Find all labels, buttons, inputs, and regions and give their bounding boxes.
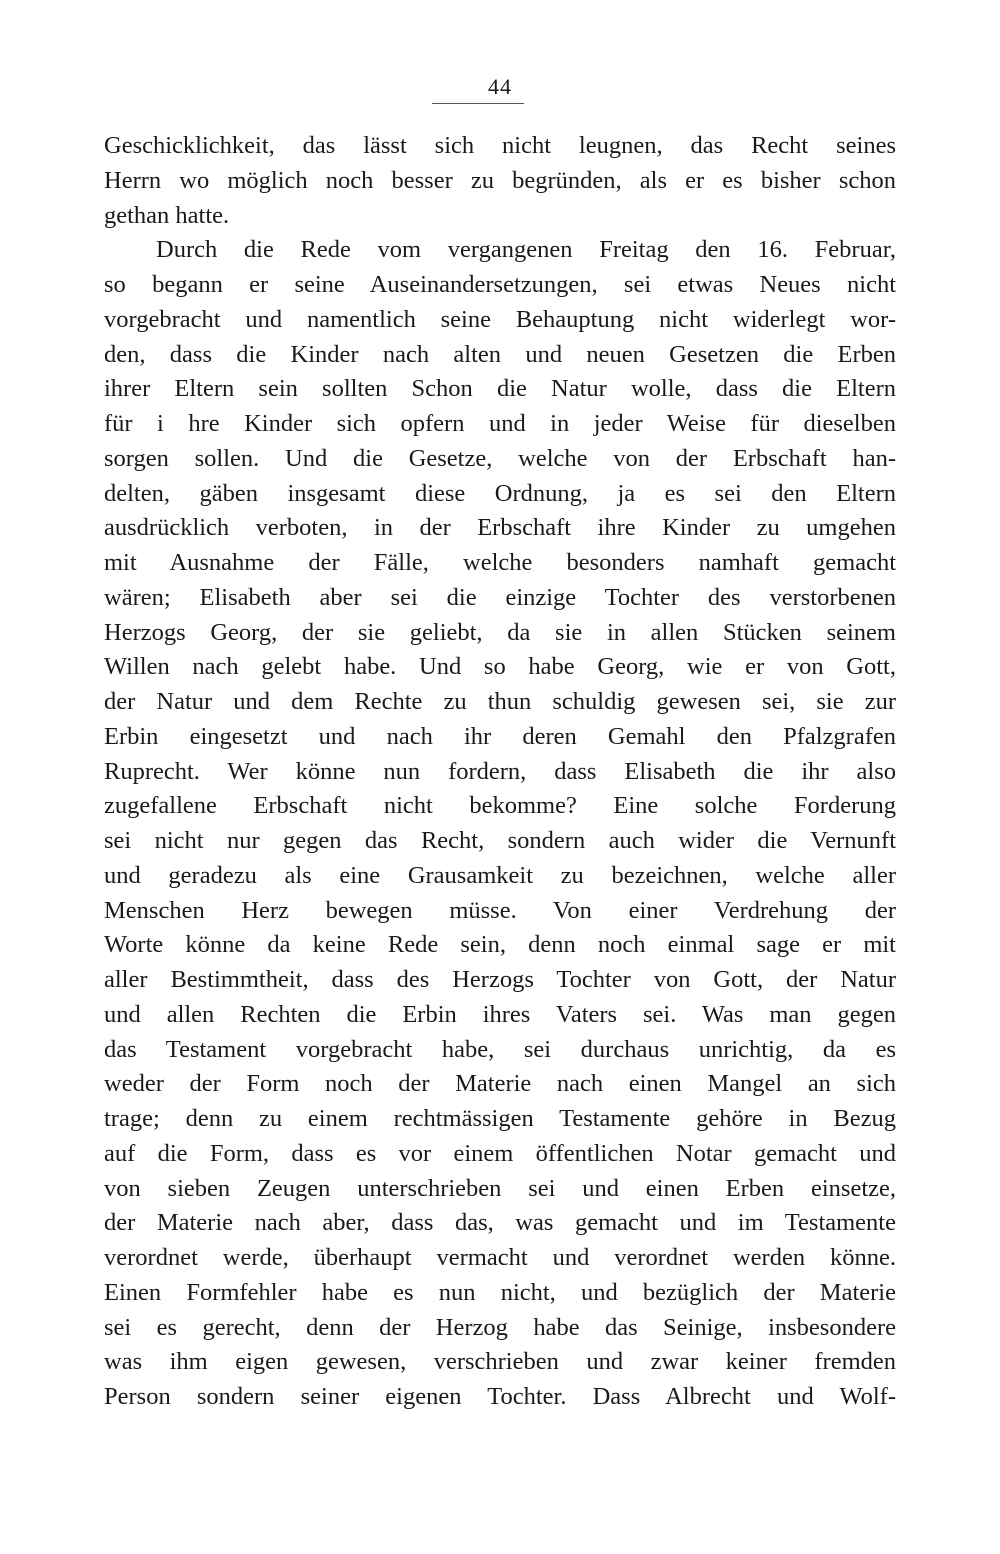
text-line: delten, gäben insgesamt diese Ordnung, ja es sei den Eltern [104, 479, 896, 507]
text-line: den, dass die Kinder nach alten und neuen Gesetzen die Erben [104, 340, 896, 368]
text-line: Durch die Rede vom vergangenen Freitag den 16. Februar, [156, 236, 896, 264]
text-line: zugefallene Erbschaft nicht bekomme? Eine solche Forderung [104, 792, 896, 820]
text-line: trage; denn zu einem rechtmässigen Testamente gehöre in Bezug [104, 1105, 896, 1132]
text-line: der Natur und dem Rechte zu thun schuldig gewesen sei, sie zur [104, 688, 896, 715]
text-line: Erbin eingesetzt und nach ihr deren Gemahl den Pfalzgrafen [104, 722, 896, 750]
text-line: weder der Form noch der Materie nach einen Mangel an sich [104, 1070, 896, 1098]
text-line: von sieben Zeugen unterschrieben sei und einen Erben einsetze, [104, 1174, 896, 1202]
text-line: Ruprecht. Wer könne nun fordern, dass Elisabeth die ihr also [104, 757, 896, 785]
text-line: ausdrücklich verboten, in der Erbschaft ihre Kinder zu umgehen [104, 514, 896, 542]
text-line: und geradezu als eine Grausamkeit zu bezeichnen, welche aller [104, 861, 896, 889]
text-line: sorgen sollen. Und die Gesetze, welche von der Erbschaft han- [104, 444, 896, 472]
text-line: das Testament vorgebracht habe, sei durchaus unrichtig, da es [104, 1035, 896, 1063]
text-line: sei es gerecht, denn der Herzog habe das Seinige, insbesondere [104, 1313, 896, 1341]
text-line: vorgebracht und namentlich seine Behauptung nicht widerlegt wor- [104, 305, 896, 333]
text-line: wären; Elisabeth aber sei die einzige Tochter des verstorbenen [104, 583, 896, 611]
header-rule [432, 103, 524, 104]
text-line: Person sondern seiner eigenen Tochter. Dass Albrecht und Wolf- [104, 1383, 896, 1410]
text-line: Herzogs Georg, der sie geliebt, da sie in allen Stücken seinem [104, 618, 896, 646]
text-line: so begann er seine Auseinandersetzungen, sei etwas Neues nicht [104, 271, 896, 298]
text-line: aller Bestimmtheit, dass des Herzogs Tochter von Gott, der Natur [104, 966, 896, 993]
text-line: der Materie nach aber, dass das, was gemacht und im Testamente [104, 1209, 896, 1237]
text-line: Menschen Herz bewegen müsse. Von einer Verdrehung der [104, 896, 896, 924]
page-number: 44 [488, 74, 512, 99]
body-text [104, 129, 896, 1415]
text-line: Willen nach gelebt habe. Und so habe Georg, wie er von Gott, [104, 653, 896, 681]
text-line: sei nicht nur gegen das Recht, sondern auch wider die Vernunft [104, 827, 896, 854]
text-line: Herrn wo möglich noch besser zu begründen, als er es bisher schon [104, 166, 896, 194]
text-line: Einen Formfehler habe es nun nicht, und bezüglich der Materie [104, 1278, 896, 1306]
text-line: mit Ausnahme der Fälle, welche besonders namhaft gemacht [104, 549, 896, 576]
text-line: verordnet werde, überhaupt vermacht und verordnet werden könne. [104, 1244, 896, 1271]
text-line: Geschicklichkeit, das lässt sich nicht leugnen, das Recht seines [104, 132, 896, 159]
text-line: was ihm eigen gewesen, verschrieben und zwar keiner fremden [104, 1348, 896, 1376]
text-line: gethan hatte. [104, 201, 230, 229]
text-line: für i hre Kinder sich opfern und in jeder Weise für dieselben [104, 410, 896, 437]
text-line: und allen Rechten die Erbin ihres Vaters sei. Was man gegen [104, 1000, 896, 1028]
text-line: auf die Form, dass es vor einem öffentlichen Notar gemacht und [104, 1139, 896, 1167]
text-line: ihrer Eltern sein sollten Schon die Natur wolle, dass die Eltern [104, 375, 896, 403]
text-line: Worte könne da keine Rede sein, denn noch einmal sage er mit [104, 931, 896, 959]
